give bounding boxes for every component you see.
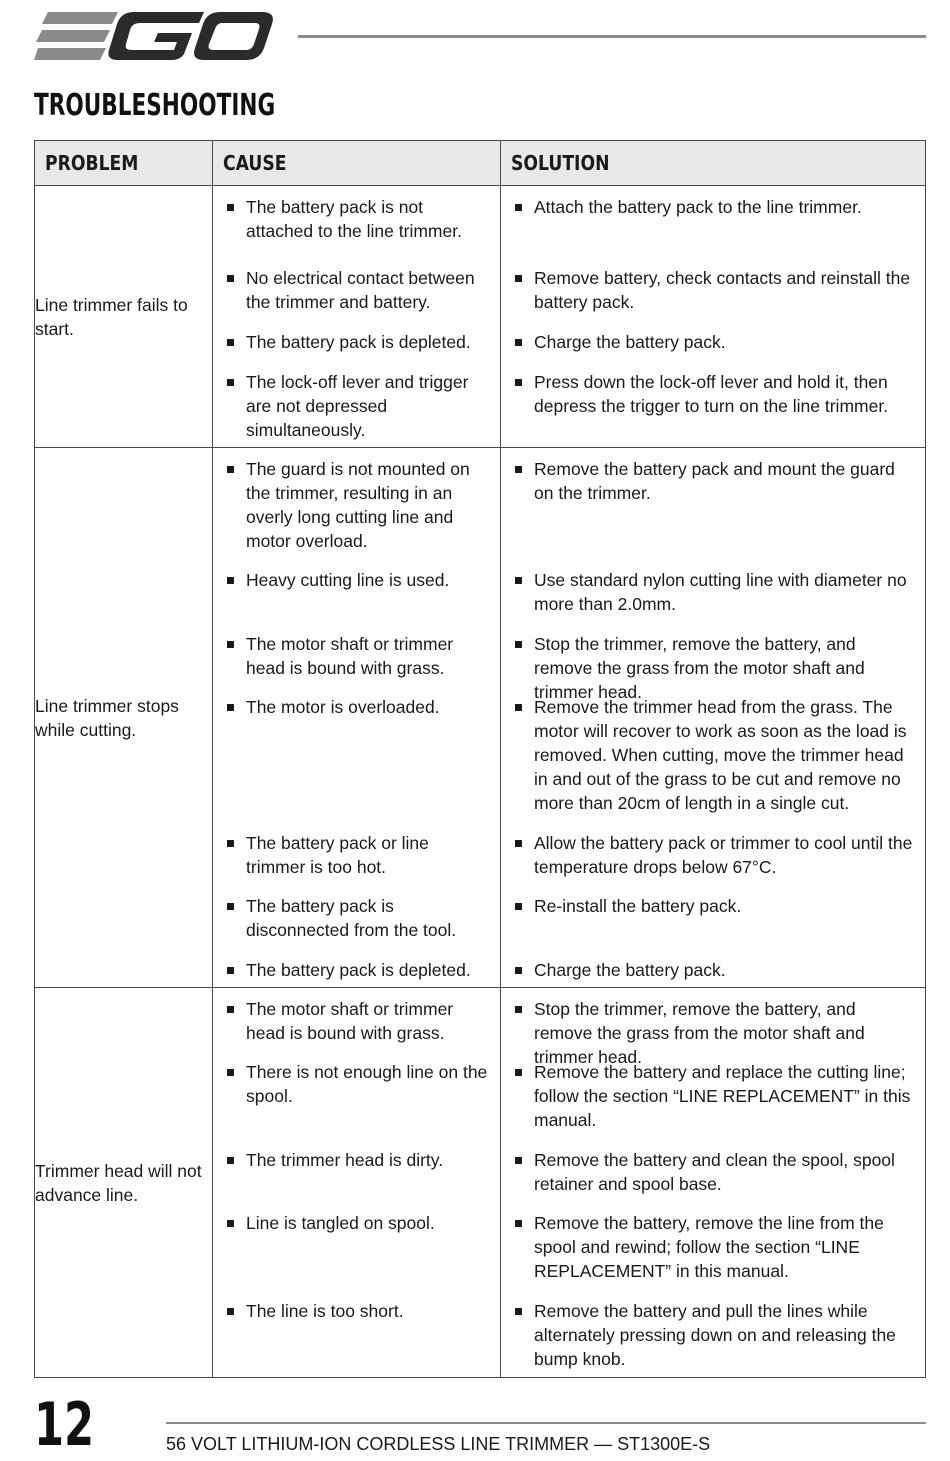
bullet-icon (515, 466, 522, 473)
bullet-icon (515, 704, 522, 711)
bullet-icon (515, 379, 522, 386)
cause-item: The lock-off lever and trigger are not depressed simultaneously. (213, 370, 500, 442)
solution-item: Remove the battery, remove the line from the spool and rewind; follow the section “LINE REPLACEMENT” in this manual. (501, 1211, 925, 1299)
solution-item: Remove the battery and clean the spool, spool retainer and spool base. (501, 1148, 925, 1211)
solution-item: Re-install the battery pack. (501, 894, 925, 958)
solution-item: Press down the lock-off lever and hold it, then depress the trigger to turn on the line trimmer. (501, 370, 925, 442)
cause-item: The battery pack is depleted. (213, 330, 500, 370)
bullet-icon (515, 1006, 522, 1013)
table-header-row (35, 141, 926, 186)
bullet-icon (227, 577, 234, 584)
solution-item: Stop the trimmer, remove the battery, and remove the grass from the motor shaft and trimmer head. (501, 997, 925, 1060)
table-row (35, 448, 926, 988)
solution-item: Stop the trimmer, remove the battery, and remove the grass from the motor shaft and trimmer head. (501, 632, 925, 695)
header-rule (298, 35, 926, 38)
bullet-icon (515, 903, 522, 910)
bullet-icon (515, 1069, 522, 1076)
problem-cell: Line trimmer stops while cutting. (35, 448, 213, 988)
bullet-icon (227, 704, 234, 711)
footer-title: 56 VOLT LITHIUM-ION CORDLESS LINE TRIMMER — ST1300E-S (166, 1434, 711, 1454)
solution-item: Allow the battery pack or trimmer to cool until the temperature drops below 67°C. (501, 831, 925, 894)
solution-item: Remove the battery pack and mount the guard on the trimmer. (501, 457, 925, 568)
cause-item: Heavy cutting line is used. (213, 568, 500, 632)
cause-item: The line is too short. (213, 1299, 500, 1371)
bullet-icon (227, 275, 234, 282)
bullet-icon (227, 1308, 234, 1315)
solution-item: Remove battery, check contacts and reinstall the battery pack. (501, 266, 925, 330)
solution-cell (501, 448, 926, 988)
solution-cell (501, 988, 926, 1378)
ego-logo-icon (34, 8, 274, 64)
cause-item: The battery pack is depleted. (213, 958, 500, 986)
bullet-icon (227, 840, 234, 847)
solution-item: Remove the battery and replace the cutting line; follow the section “LINE REPLACEMENT” in this manual. (501, 1060, 925, 1148)
cause-item: The battery pack is not attached to the line trimmer. (213, 195, 500, 266)
cause-item: The battery pack is disconnected from the tool. (213, 894, 500, 958)
bullet-icon (227, 1157, 234, 1164)
bullet-icon (227, 903, 234, 910)
solution-item: Attach the battery pack to the line trimmer. (501, 195, 925, 266)
cause-cell (213, 186, 501, 448)
bullet-icon (515, 1308, 522, 1315)
bullet-icon (515, 1220, 522, 1227)
header-cause: CAUSE (213, 141, 501, 186)
solution-item: Remove the battery and pull the lines while alternately pressing down on and releasing the bump knob. (501, 1299, 925, 1371)
bullet-icon (227, 204, 234, 211)
solution-item: Use standard nylon cutting line with diameter no more than 2.0mm. (501, 568, 925, 632)
section-title: TROUBLESHOOTING (34, 88, 276, 123)
cause-item: Line is tangled on spool. (213, 1211, 500, 1299)
bullet-icon (227, 466, 234, 473)
table-row (35, 988, 926, 1378)
footer-rule (166, 1422, 926, 1424)
bullet-icon (227, 1220, 234, 1227)
bullet-icon (227, 967, 234, 974)
bullet-icon (227, 1006, 234, 1013)
problem-cell: Trimmer head will not advance line. (35, 988, 213, 1378)
bullet-icon (515, 204, 522, 211)
cause-item: The battery pack or line trimmer is too hot. (213, 831, 500, 894)
troubleshooting-table (34, 140, 926, 1378)
bullet-icon (515, 641, 522, 648)
bullet-icon (227, 641, 234, 648)
cause-item: There is not enough line on the spool. (213, 1060, 500, 1148)
bullet-icon (515, 1157, 522, 1164)
header-problem: PROBLEM (35, 141, 213, 186)
cause-item: No electrical contact between the trimmer and battery. (213, 266, 500, 330)
cause-item: The guard is not mounted on the trimmer, resulting in an overly long cutting line and motor overload. (213, 457, 500, 568)
bullet-icon (515, 275, 522, 282)
bullet-icon (515, 339, 522, 346)
solution-cell (501, 186, 926, 448)
cause-item: The motor shaft or trimmer head is bound with grass. (213, 997, 500, 1060)
cause-item: The motor shaft or trimmer head is bound with grass. (213, 632, 500, 695)
page-header (0, 0, 950, 80)
bullet-icon (227, 1069, 234, 1076)
bullet-icon (515, 967, 522, 974)
cause-cell (213, 988, 501, 1378)
header-solution: SOLUTION (501, 141, 926, 186)
solution-item: Charge the battery pack. (501, 330, 925, 370)
cause-item: The trimmer head is dirty. (213, 1148, 500, 1211)
solution-item: Remove the trimmer head from the grass. The motor will recover to work as soon as the load is removed. When cutting, move the trimmer head in and out of the grass to be cut and remove no more than 20cm of length in a single cut. (501, 695, 925, 831)
table-row (35, 186, 926, 448)
cause-item: The motor is overloaded. (213, 695, 500, 831)
bullet-icon (515, 577, 522, 584)
bullet-icon (227, 339, 234, 346)
bullet-icon (227, 379, 234, 386)
cause-cell (213, 448, 501, 988)
problem-cell: Line trimmer fails to start. (35, 186, 213, 448)
solution-item: Charge the battery pack. (501, 958, 925, 986)
page-number: 12 (34, 1390, 95, 1460)
bullet-icon (515, 840, 522, 847)
